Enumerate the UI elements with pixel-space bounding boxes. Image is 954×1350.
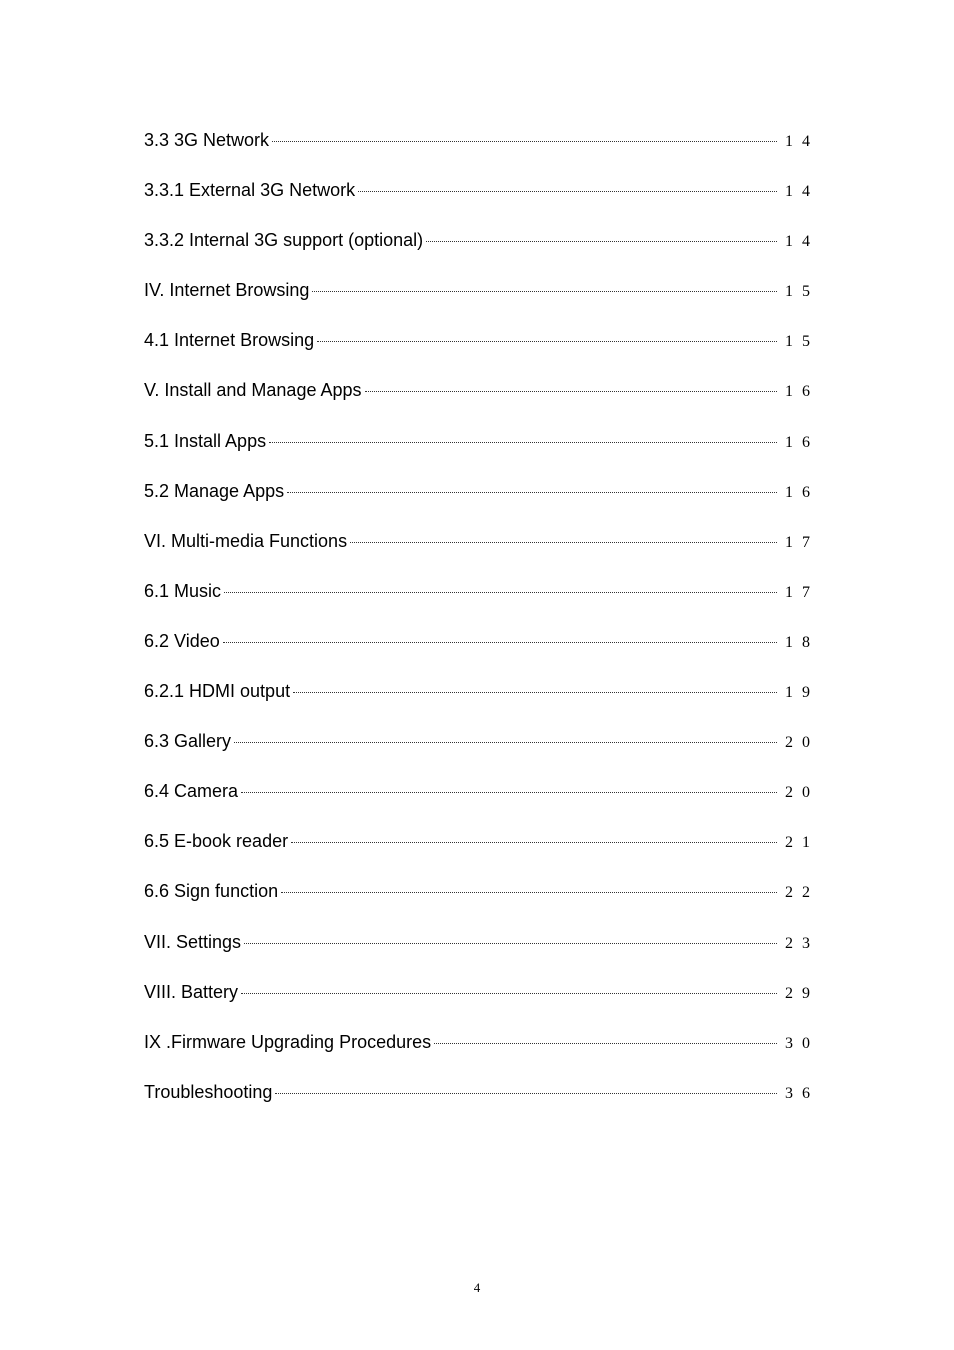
toc-entry-title: 6.6 Sign function bbox=[144, 881, 279, 902]
toc-entry[interactable] bbox=[144, 425, 819, 475]
toc-entry-page: 14 bbox=[785, 183, 819, 201]
toc-entry-title: 5.1 Install Apps bbox=[144, 430, 267, 451]
dot-leader bbox=[317, 341, 777, 342]
toc-entry-title: 6.4 Camera bbox=[144, 781, 239, 802]
toc-entry-title: 3.3.2 Internal 3G support (optional) bbox=[144, 230, 424, 251]
dot-leader bbox=[287, 492, 777, 493]
toc-entry-title: 6.2.1 HDMI output bbox=[144, 681, 291, 702]
toc-entry-page: 18 bbox=[785, 633, 819, 651]
dot-leader bbox=[244, 943, 777, 944]
toc-entry-page: 20 bbox=[785, 784, 819, 802]
toc-entry-title: 3.3.1 External 3G Network bbox=[144, 180, 356, 201]
dot-leader bbox=[223, 642, 777, 643]
toc-entry-page: 20 bbox=[785, 734, 819, 752]
dot-leader bbox=[293, 692, 777, 693]
toc-entry-page: 16 bbox=[785, 483, 819, 501]
toc-entry-page: 14 bbox=[785, 233, 819, 251]
toc-entry-title: 6.2 Video bbox=[144, 630, 220, 651]
toc-entry-page: 14 bbox=[785, 133, 819, 150]
toc-entry[interactable] bbox=[144, 475, 819, 525]
dot-leader bbox=[224, 592, 777, 593]
toc-entry-page: 16 bbox=[785, 383, 819, 401]
toc-entry-page: 36 bbox=[785, 1084, 819, 1102]
toc-entry[interactable] bbox=[144, 1076, 819, 1126]
toc-entry-page: 17 bbox=[785, 583, 819, 601]
toc-entry-title: VII. Settings bbox=[144, 931, 242, 952]
dot-leader bbox=[269, 442, 777, 443]
toc-entry-page: 16 bbox=[785, 433, 819, 451]
toc-entry-page: 21 bbox=[785, 834, 819, 852]
toc-entry-title: 6.1 Music bbox=[144, 580, 222, 601]
toc-entry-page: 19 bbox=[785, 684, 819, 702]
toc-entry-title: 6.5 E-book reader bbox=[144, 831, 289, 852]
toc-entry[interactable] bbox=[144, 274, 819, 324]
toc-entry[interactable] bbox=[144, 875, 819, 925]
dot-leader bbox=[241, 993, 777, 994]
toc-entry[interactable] bbox=[144, 174, 819, 224]
toc-entry-title: VIII. Battery bbox=[144, 981, 239, 1002]
toc-entry-title: IV. Internet Browsing bbox=[144, 280, 310, 301]
toc-entry[interactable] bbox=[144, 775, 819, 825]
toc-entry[interactable] bbox=[144, 124, 819, 174]
dot-leader bbox=[275, 1093, 777, 1094]
toc-entry[interactable] bbox=[144, 976, 819, 1026]
dot-leader bbox=[350, 542, 777, 543]
toc-entry-title: 3.3 3G Network bbox=[144, 130, 270, 150]
toc-entry-page: 29 bbox=[785, 984, 819, 1002]
toc-entry-page: 22 bbox=[785, 884, 819, 902]
toc-entry[interactable] bbox=[144, 1026, 819, 1076]
toc-entry-title: VI. Multi-media Functions bbox=[144, 530, 348, 551]
toc-entry[interactable] bbox=[144, 324, 819, 374]
toc-entry[interactable] bbox=[144, 525, 819, 575]
table-of-contents bbox=[144, 124, 819, 1126]
dot-leader bbox=[434, 1043, 777, 1044]
toc-entry-title: 5.2 Manage Apps bbox=[144, 480, 285, 501]
toc-entry[interactable] bbox=[144, 224, 819, 274]
dot-leader bbox=[358, 191, 777, 192]
toc-entry-title: V. Install and Manage Apps bbox=[144, 380, 362, 401]
toc-entry[interactable] bbox=[144, 675, 819, 725]
toc-entry-title: 6.3 Gallery bbox=[144, 731, 232, 752]
dot-leader bbox=[312, 291, 777, 292]
dot-leader bbox=[365, 391, 778, 392]
toc-entry[interactable] bbox=[144, 374, 819, 424]
toc-entry-page: 15 bbox=[785, 333, 819, 351]
dot-leader bbox=[291, 842, 777, 843]
dot-leader bbox=[241, 792, 777, 793]
toc-entry-title: Troubleshooting bbox=[144, 1081, 273, 1102]
toc-entry-title: IX .Firmware Upgrading Procedures bbox=[144, 1031, 432, 1052]
dot-leader bbox=[426, 241, 777, 242]
toc-entry[interactable] bbox=[144, 825, 819, 875]
toc-entry-page: 30 bbox=[785, 1034, 819, 1052]
toc-entry-title: 4.1 Internet Browsing bbox=[144, 330, 315, 351]
toc-entry[interactable] bbox=[144, 625, 819, 675]
toc-entry[interactable] bbox=[144, 575, 819, 625]
toc-entry[interactable] bbox=[144, 725, 819, 775]
toc-entry-page: 15 bbox=[785, 283, 819, 301]
page-number: 4 bbox=[473, 1280, 481, 1295]
dot-leader bbox=[272, 141, 777, 142]
toc-entry-page: 17 bbox=[785, 533, 819, 551]
toc-entry-page: 23 bbox=[785, 934, 819, 952]
dot-leader bbox=[281, 892, 777, 893]
dot-leader bbox=[234, 742, 777, 743]
toc-entry[interactable] bbox=[144, 926, 819, 976]
